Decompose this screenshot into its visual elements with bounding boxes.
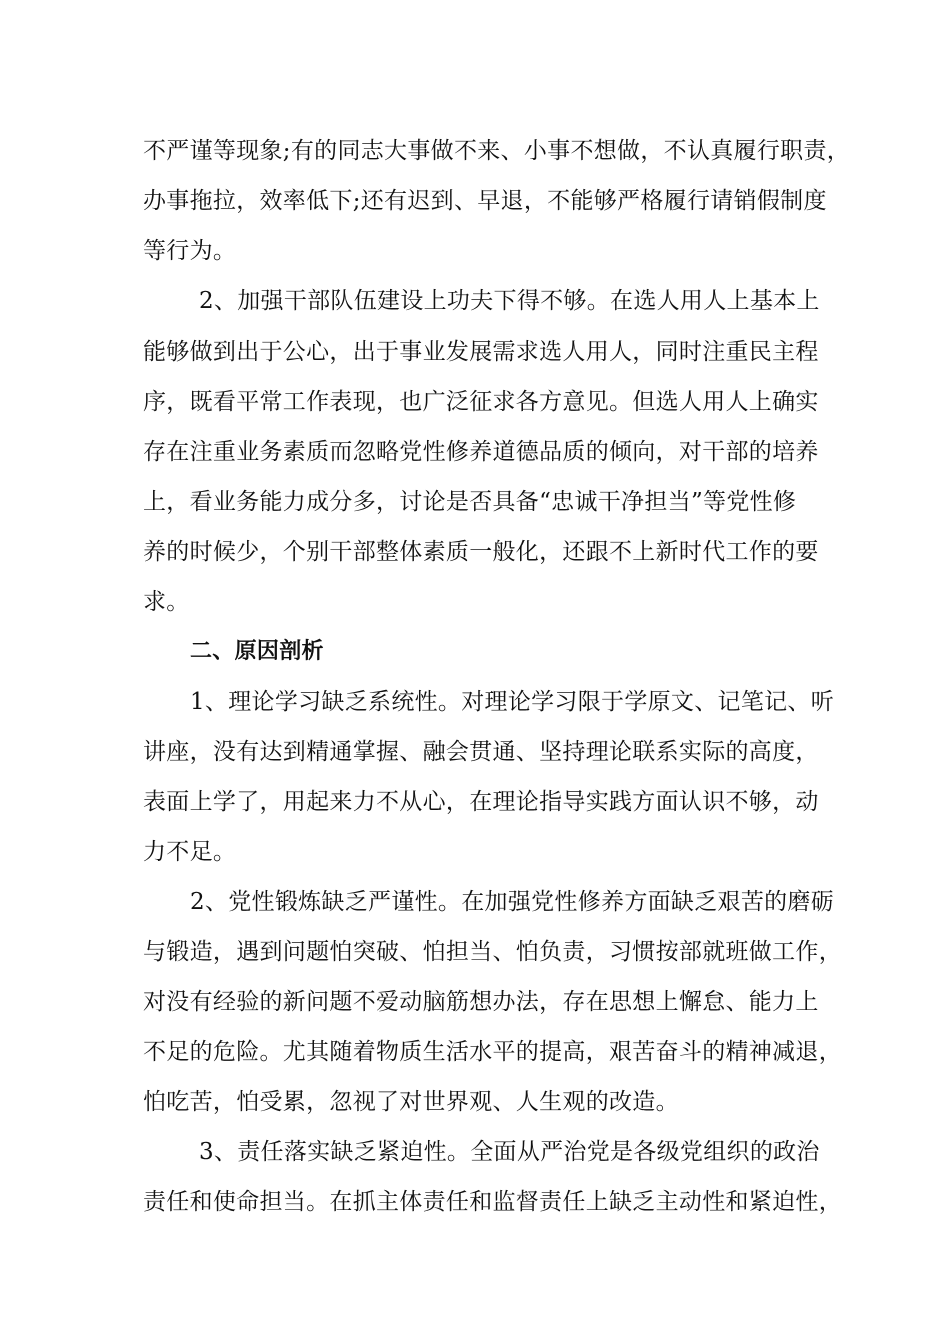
text-line: 等行为。 xyxy=(143,238,237,264)
paragraph-first-line: 1、理论学习缺乏系统性。对理论学习限于学原文、记笔记、听 xyxy=(190,689,835,715)
text-line: 对没有经验的新问题不爱动脑筋想办法，存在思想上懈怠、能力上 xyxy=(143,989,819,1015)
text-line: 不足的危险。尤其随着物质生活水平的提高，艰苦奋斗的精神减退， xyxy=(143,1039,842,1065)
text-line: 讲座，没有达到精通掌握、融会贯通、坚持理论联系实际的高度， xyxy=(143,739,819,765)
paragraph-first-line: 2、党性锻炼缺乏严谨性。在加强党性修养方面缺乏艰苦的磨砺 xyxy=(190,889,835,915)
paragraph-first-line: 2、加强干部队伍建设上功夫下得不够。在选人用人上基本上 xyxy=(199,288,820,314)
paragraph-first-line: 3、责任落实缺乏紧迫性。全面从严治党是各级党组织的政治 xyxy=(199,1139,820,1165)
text-line: 能够做到出于公心，出于事业发展需求选人用人，同时注重民主程 xyxy=(143,339,819,365)
text-line: 上，看业务能力成分多，讨论是否具备“忠诚干净担当”等党性修 xyxy=(143,489,797,515)
text-line: 存在注重业务素质而忽略党性修养道德品质的倾向，对干部的培养 xyxy=(143,439,819,465)
text-line: 表面上学了，用起来力不从心，在理论指导实践方面认识不够，动 xyxy=(143,789,819,815)
text-line: 不严谨等现象;有的同志大事做不来、小事不想做，不认真履行职责， xyxy=(143,138,851,164)
text-line: 责任和使命担当。在抓主体责任和监督责任上缺乏主动性和紧迫性， xyxy=(143,1189,842,1215)
text-line: 办事拖拉，效率低下;还有迟到、早退，不能够严格履行请销假制度 xyxy=(143,188,827,214)
text-line: 与锻造，遇到问题怕突破、怕担当、怕负责，习惯按部就班做工作， xyxy=(143,939,842,965)
text-line: 力不足。 xyxy=(143,839,237,865)
text-line: 养的时候少，个别干部整体素质一般化，还跟不上新时代工作的要 xyxy=(143,539,819,565)
text-line: 序，既看平常工作表现，也广泛征求各方意见。但选人用人上确实 xyxy=(143,389,819,415)
section-heading: 二、原因剖析 xyxy=(190,639,324,664)
text-line: 怕吃苦，怕受累，忽视了对世界观、人生观的改造。 xyxy=(143,1089,679,1115)
text-line: 求。 xyxy=(143,589,190,615)
